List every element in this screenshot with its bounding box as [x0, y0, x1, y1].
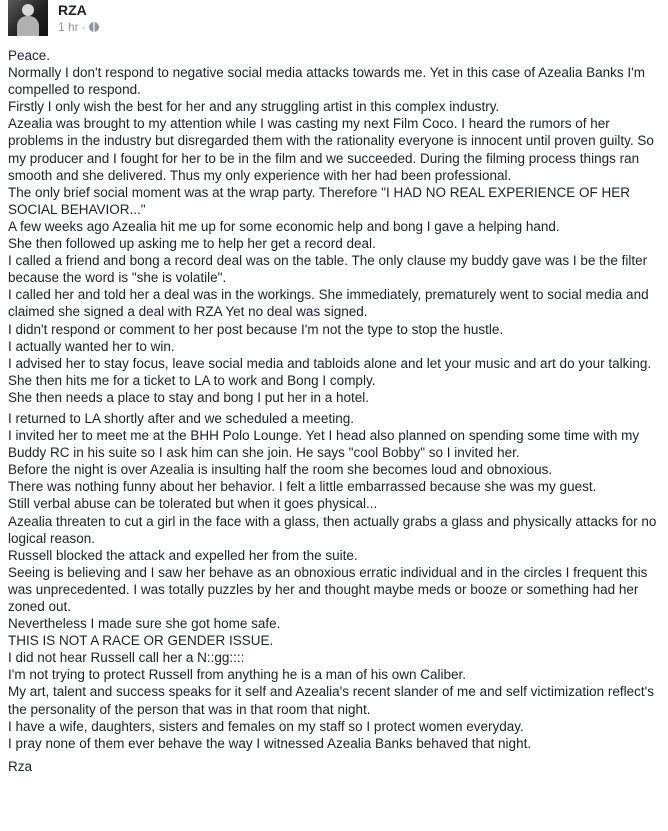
post-paragraph: Nevertheless I made sure she got home safe.: [8, 616, 281, 632]
avatar[interactable]: [8, 0, 48, 36]
post-paragraph: There was nothing funny about her behavior. I felt a little embarrassed because she was my guest.: [8, 479, 597, 495]
post-paragraph: Azealia threaten to cut a girl in the face with a glass, then actually grabs a glass and physically attacks for no logical reason.: [8, 513, 657, 546]
post-paragraph: Before the night is over Azealia is insulting half the room she becomes loud and obnoxious.: [8, 462, 553, 478]
meta-separator: ·: [81, 20, 86, 34]
post-paragraph: I'm not trying to protect Russell from anything he is a man of his own Caliber.: [8, 667, 467, 683]
post-paragraph: Firstly I only wish the best for her and any struggling artist in this complex industry.: [8, 99, 500, 115]
post-paragraph: Seeing is believing and I saw her behave as an obnoxious erratic individual and in the circles I frequent this was unprecedented. I was totally puzzles by her and thought maybe meds or booze or something had her zoned out.: [8, 564, 648, 614]
post-paragraph: Peace.: [8, 48, 51, 63]
globe-icon[interactable]: [89, 22, 99, 32]
post-paragraph: I didn't respond or comment to her post because I'm not the type to stop the hustle.: [8, 321, 504, 337]
post-paragraph: She then followed up asking me to help her get a record deal.: [8, 236, 376, 252]
post-paragraph: She then hits me for a ticket to LA to work and Bong I comply.: [8, 372, 376, 388]
post-body: [8, 47, 663, 775]
post-paragraph: I did not hear Russell call her a N::gg::::: [8, 650, 245, 666]
post-paragraph: Azealia was brought to my attention while I was casting my next Film Coco. I heard the rumors of her problems in the industry but disregarded them with the rationality everyone is innocent until proven guilty. So my producer and I fought for her to be in the film and we succeeded. During the filming process things ran smooth and she delivered. Thus my only experience with her had been professional.: [8, 116, 654, 183]
post-paragraph: I advised her to stay focus, leave social media and tabloids alone and let your music and art do your talking.: [8, 355, 652, 371]
post-paragraph: I have a wife, daughters, sisters and females on my staff so I protect women everyday.: [8, 718, 524, 734]
post-paragraph: Russell blocked the attack and expelled her from the suite.: [8, 547, 358, 563]
post-paragraph: A few weeks ago Azealia hit me up for some economic help and bong I gave a helping hand.: [8, 218, 560, 234]
post-paragraph: Still verbal abuse can be tolerated but when it goes physical...: [8, 496, 378, 512]
post-meta: [58, 20, 99, 34]
post-paragraph: Normally I don't respond to negative social media attacks towards me. Yet in this case of Azealia Banks I'm compelled to respond.: [8, 65, 645, 98]
post-timestamp[interactable]: 1 hr: [58, 20, 79, 34]
post-paragraph: I actually wanted her to win.: [8, 338, 175, 354]
post-paragraph: My art, talent and success speaks for it self and Azealia's recent slander of me and self victimization reflect's the personality of the person that was in that room that night.: [8, 684, 654, 717]
author-name[interactable]: RZA: [58, 2, 87, 18]
post-signature: Rza: [8, 758, 33, 774]
post-paragraph: I returned to LA shortly after and we scheduled a meeting.: [8, 410, 354, 426]
post-header: [0, 0, 668, 40]
post-paragraph: I pray none of them ever behave the way I witnessed Azealia Banks behaved that night.: [8, 735, 532, 751]
post-paragraph: I called a friend and bong a record deal was on the table. The only clause my buddy gave was I be the filter because the word is "she is volatile".: [8, 253, 648, 286]
avatar-figure-body: [17, 16, 39, 36]
avatar-figure-head: [22, 4, 34, 16]
post-paragraph: The only brief social moment was at the wrap party. Therefore "I HAD NO REAL EXPERIENCE OF HER SOCIAL BEHAVIOR...": [8, 184, 631, 217]
post-paragraph: THIS IS NOT A RACE OR GENDER ISSUE.: [8, 633, 274, 649]
post-paragraph: I called her and told her a deal was in the workings. She immediately, prematurely went to social media and claimed she signed a deal with RZA Yet no deal was signed.: [8, 287, 649, 320]
post-paragraph: She then needs a place to stay and bong I put her in a hotel.: [8, 389, 370, 405]
post-paragraph: I invited her to meet me at the BHH Polo Lounge. Yet I head also planned on spending some time with my Buddy RC in his suite so I ask him can she join. He says "cool Bobby" so I invited her.: [8, 428, 640, 461]
